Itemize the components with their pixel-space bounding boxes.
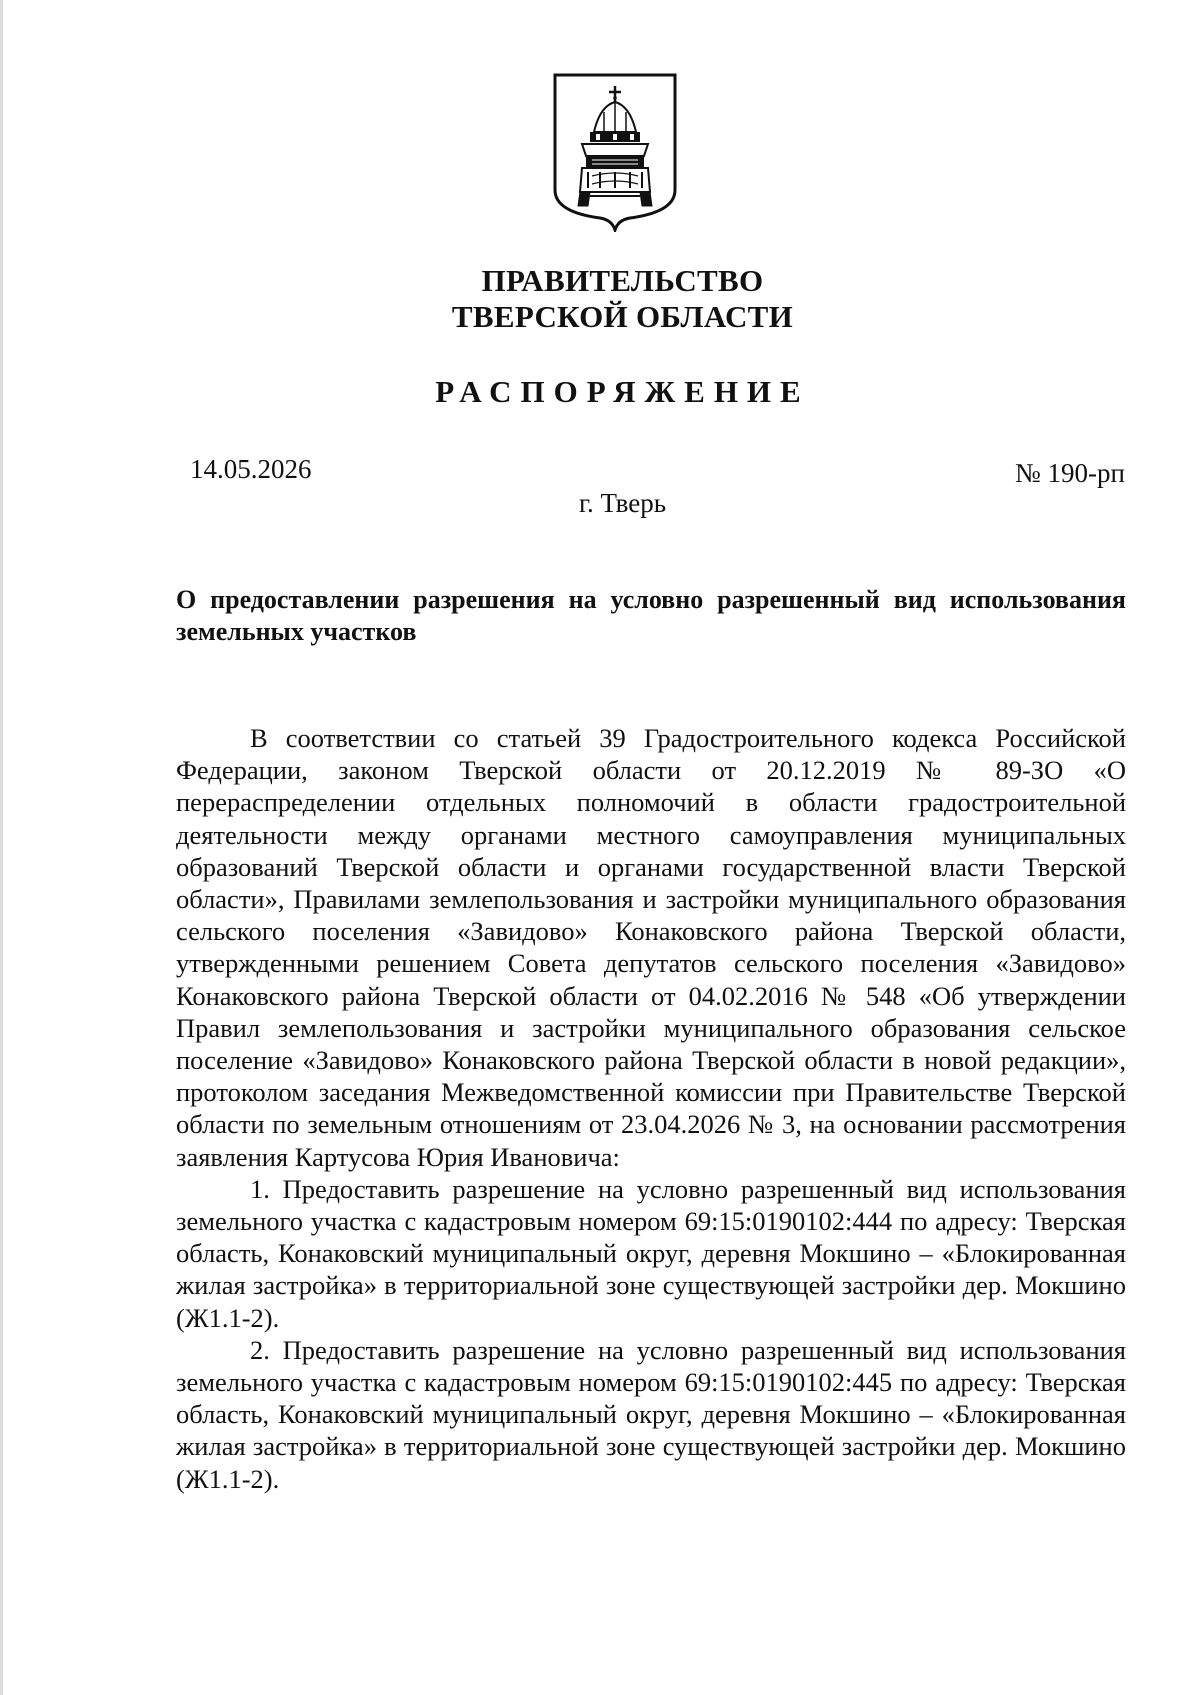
- scan-edge: [0, 0, 3, 1695]
- organization-name: ПРАВИТЕЛЬСТВО: [481, 263, 764, 298]
- coat-of-arms-icon: [552, 72, 678, 232]
- item-paragraph: 1. Предоставить разрешение на условно разрешенный вид использования земельного участка с кадастровым номером 69:15:0190102:444 по адресу: Тверская область, Конаковский муниципальный округ, деревня Мокшино – «Блокированная жилая застройка» в территориальной зоне существующей застройки дер. Мокшино (Ж1.1-2).: [176, 1173, 1126, 1333]
- organization-region: ТВЕРСКОЙ ОБЛАСТИ: [451, 299, 794, 334]
- document-city: г. Тверь: [578, 488, 667, 518]
- document-number: № 190-рп: [1015, 458, 1125, 488]
- document-date: 14.05.2026: [190, 454, 312, 484]
- document-subject: О предоставлении разрешения на условно разрешенный вид использования земельных участков: [176, 585, 1126, 646]
- preamble-paragraph: В соответствии со статьей 39 Градостроительного кодекса Российской Федерации, законом Тверской области от 20.12.2019 № 89-ЗО «О перераспределении отдельных полномочий в области градостроительной деятельности между органами местного самоуправления муниципальных образований Тверской области и органами государственной власти Тверской области», Правилами землепользования и застройки муниципального образования сельского поселения «Завидово» Конаковского района Тверской области, утвержденными решением Совета депутатов сельского поселения «Завидово» Конаковского района Тверской области от 04.02.2016 № 548 «Об утверждении Правил землепользования и застройки муниципального образования сельское поселение «Завидово» Конаковского района Тверской области в новой редакции», протоколом заседания Межведомственной комиссии при Правительстве Тверской области по земельным отношениям от 23.04.2026 № 3, на основании рассмотрения заявления Картусова Юрия Ивановича:: [176, 723, 1126, 1172]
- document-type: РАСПОРЯЖЕНИЕ: [435, 374, 810, 409]
- item-paragraph: 2. Предоставить разрешение на условно разрешенный вид использования земельного участка с кадастровым номером 69:15:0190102:445 по адресу: Тверская область, Конаковский муниципальный округ, деревня Мокшино – «Блокированная жилая застройка» в территориальной зоне существующей застройки дер. Мокшино (Ж1.1-2).: [176, 1334, 1126, 1494]
- document-body: [176, 722, 1126, 1495]
